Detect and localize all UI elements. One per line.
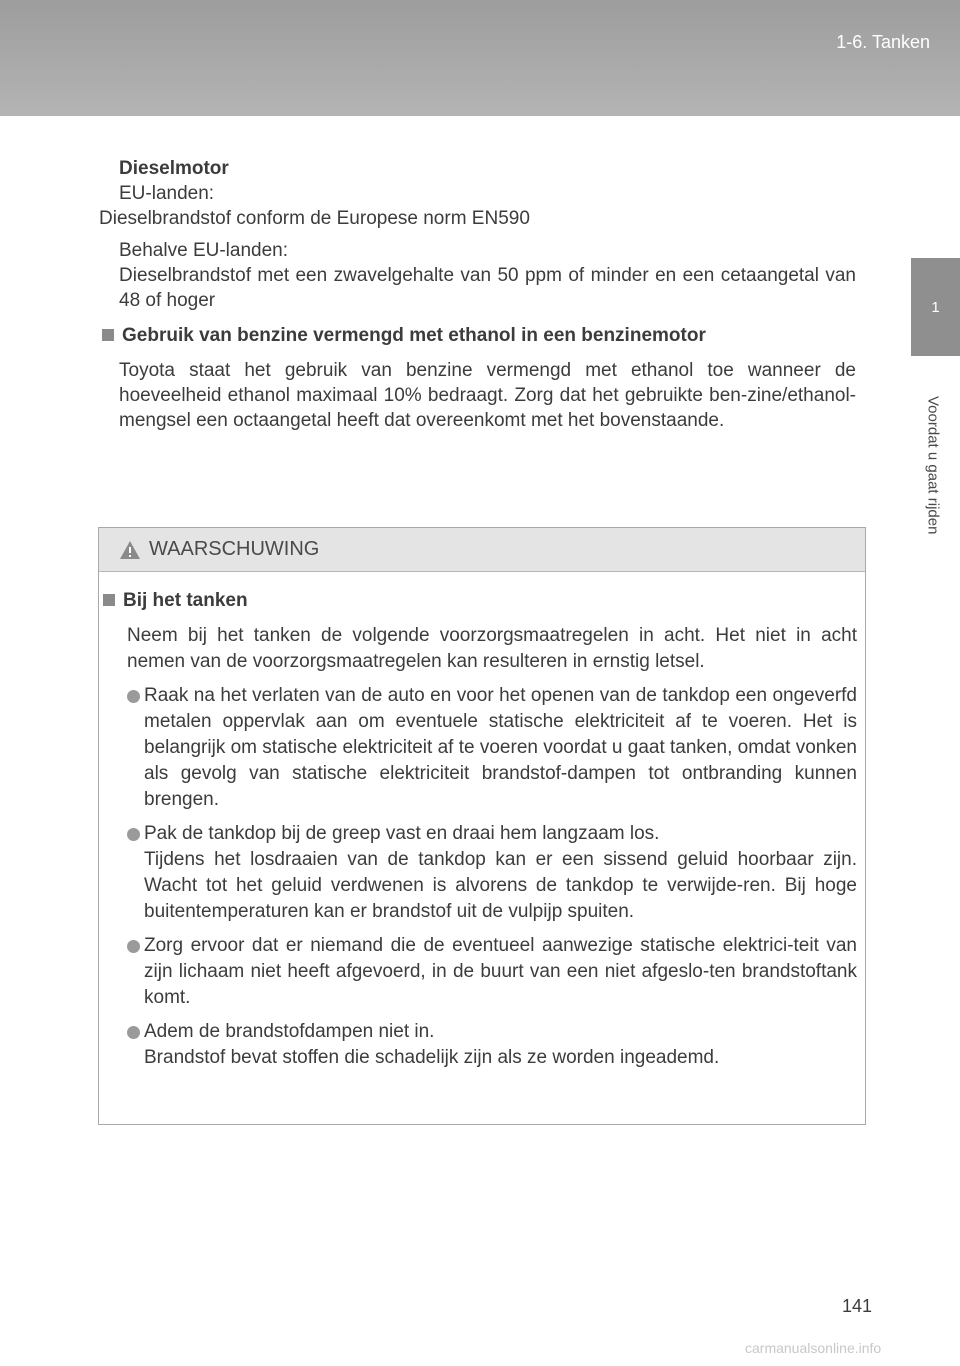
chapter-title: Voordat u gaat rijden (924, 395, 942, 535)
square-bullet-icon (103, 594, 115, 606)
section-label: 1-6. Tanken (836, 32, 930, 52)
non-eu-label: Behalve EU-landen: (119, 240, 288, 261)
warning-bullet (127, 933, 857, 1011)
warning-section-heading-row (103, 588, 857, 614)
page-header (0, 0, 960, 116)
warning-bullet (127, 1019, 857, 1071)
bullet-line: Pak de tankdop bij de greep vast en draai hem langzaam los. (144, 823, 660, 844)
circle-bullet-icon (127, 1026, 140, 1039)
non-eu-text: Dieselbrandstof met een zwavelgehalte van 50 ppm of minder en een cetaangetal van 48 of hoger (119, 265, 856, 311)
warning-title: WAARSCHUWING (149, 538, 320, 560)
ethanol-heading: Gebruik van benzine vermengd met ethanol in een benzinemotor (122, 325, 706, 346)
warning-header (99, 528, 865, 572)
square-bullet-icon (102, 329, 114, 341)
bullet-line: Tijdens het losdraaien van de tankdop kan er een sissend geluid hoorbaar zijn. Wacht tot het geluid verdwenen is alvorens de tankdop te verwijde-ren. Bij hoge buitentemperaturen kan er brandstof uit de vulpijp spuiten. (144, 849, 857, 922)
eu-text: Dieselbrandstof conform de Europese norm EN590 (99, 208, 530, 229)
warning-bullet (127, 821, 857, 925)
circle-bullet-icon (127, 940, 140, 953)
warning-intro: Neem bij het tanken de volgende voorzorgsmaatregelen in acht. Het niet in acht nemen van de voorzorgsmaatregelen kan resulteren in ernstig letsel. (127, 625, 857, 672)
warning-triangle-icon (119, 540, 141, 560)
ethanol-heading-row (99, 323, 856, 348)
main-content (99, 156, 856, 433)
warning-box (98, 527, 866, 1125)
diesel-heading: Dieselmotor (119, 158, 229, 179)
bullet-line: Brandstof bevat stoffen die schadelijk zijn als ze worden ingeademd. (144, 1047, 720, 1068)
bullet-line: Zorg ervoor dat er niemand die de eventueel aanwezige statische elektrici-teit van zijn lichaam niet heeft afgevoerd, in de buurt van een niet afgeslo-ten brandstoftank komt. (144, 935, 857, 1008)
page-number: 141 (842, 1296, 873, 1316)
warning-bullet (127, 683, 857, 813)
bullet-line: Raak na het verlaten van de auto en voor het openen van de tankdop een ongeverfd metalen oppervlak aan om eventuele statische elektriciteit af te voeren. Het is belangrijk om statische elektriciteit af te voeren voordat u gaat tanken, omdat vonken als gevolg van statische elektriciteit brandstof-dampen tot ontbranding kunnen brengen. (144, 685, 857, 810)
warning-body (99, 572, 865, 1071)
circle-bullet-icon (127, 690, 140, 703)
chapter-tab (911, 258, 960, 356)
circle-bullet-icon (127, 828, 140, 841)
chapter-number: 1 (931, 298, 940, 316)
bullet-line: Adem de brandstofdampen niet in. (144, 1021, 435, 1042)
ethanol-text: Toyota staat het gebruik van benzine vermengd met ethanol toe wanneer de hoeveelheid ethanol maximaal 10% bedraagt. Zorg dat het gebruikte ben-zine/ethanol-mengsel een octaangetal heeft dat overeenkomt met het bovenstaande. (119, 360, 856, 431)
watermark: carmanualsonline.info (745, 1340, 882, 1356)
eu-label: EU-landen: (119, 183, 215, 204)
warning-section-heading: Bij het tanken (123, 590, 248, 611)
